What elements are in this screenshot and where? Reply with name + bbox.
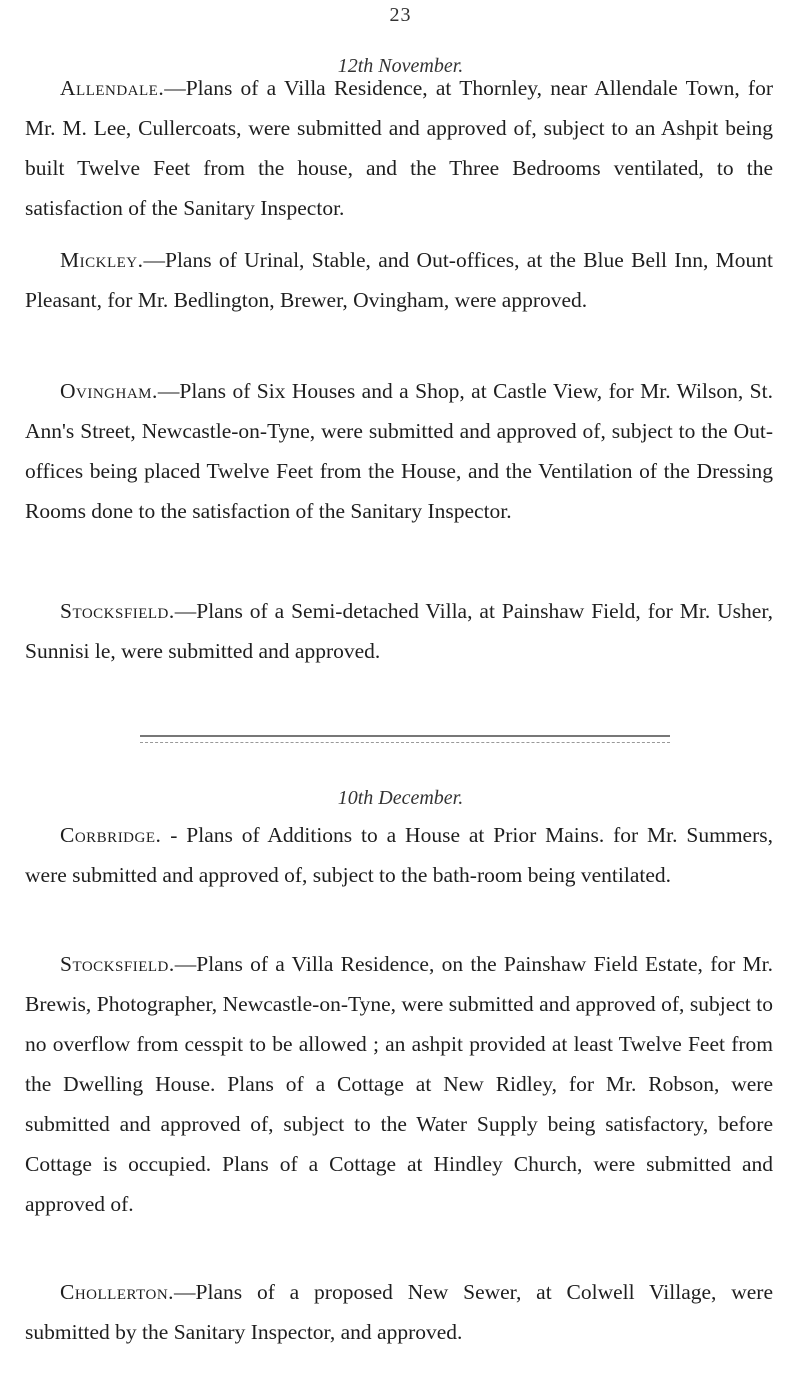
entry-chollerton	[25, 1272, 773, 1352]
entry-place: Ovingham.	[60, 379, 158, 403]
entry-text: —Plans of a proposed New Sewer, at Colwell Village, were submitted by the Sanitary Inspector, and approved.	[25, 1280, 773, 1344]
entry-text: - Plans of Additions to a House at Prior Mains. for Mr. Summers, were submitted and approved of, subject to the bath-room being ventilated.	[25, 823, 773, 887]
section-divider	[140, 735, 670, 737]
entry-stocksfield-november	[25, 591, 773, 671]
entry-mickley	[25, 240, 773, 320]
entry-corbridge	[25, 815, 773, 895]
entry-place: Corbridge.	[60, 823, 162, 847]
page-number: 23	[389, 4, 412, 26]
entry-text: —Plans of Six Houses and a Shop, at Castle View, for Mr. Wilson, St. Ann's Street, Newcastle-on-Tyne, were submitted and approved of, subject to the Out-offices being placed Twelve Feet from the House, and the Ventilation of the Dressing Rooms done to the satisfaction of the Sanitary Inspector.	[25, 379, 773, 523]
entry-stocksfield-december	[25, 944, 773, 1224]
section-date-december: 10th December.	[337, 787, 464, 809]
entry-place: Stocksfield.	[60, 599, 175, 623]
entry-text: —Plans of a Villa Residence, at Thornley, near Allendale Town, for Mr. M. Lee, Cullercoats, were submitted and approved of, subject to an Ashpit being built Twelve Feet from the house, and the Three Bedrooms ventilated, to the satisfaction of the Sanitary Inspector.	[25, 76, 773, 220]
entry-text: —Plans of a Semi-detached Villa, at Painshaw Field, for Mr. Usher, Sunnisi le, were submitted and approved.	[25, 599, 773, 663]
entry-text: —Plans of a Villa Residence, on the Painshaw Field Estate, for Mr. Brewis, Photographer, Newcastle-on-Tyne, were submitted and approved of, subject to no overflow from cesspit to be allowed ; an ashpit provided at least Twelve Feet from the Dwelling House. Plans of a Cottage at New Ridley, for Mr. Robson, were submitted and approved of, subject to the Water Supply being satisfactory, before Cottage is occupied. Plans of a Cottage at Hindley Church, were submitted and approved of.	[25, 952, 773, 1216]
entry-place: Chollerton.	[60, 1280, 175, 1304]
entry-allendale	[25, 68, 773, 228]
entry-place: Allendale.	[60, 76, 165, 100]
section-divider	[140, 742, 670, 743]
section-date-november: 12th November.	[337, 55, 464, 77]
entry-ovingham	[25, 371, 773, 531]
entry-place: Stocksfield.	[60, 952, 175, 976]
entry-text: —Plans of Urinal, Stable, and Out-offices, at the Blue Bell Inn, Mount Pleasant, for Mr. Bedlington, Brewer, Ovingham, were approved.	[25, 248, 773, 312]
entry-place: Mickley.	[60, 248, 144, 272]
